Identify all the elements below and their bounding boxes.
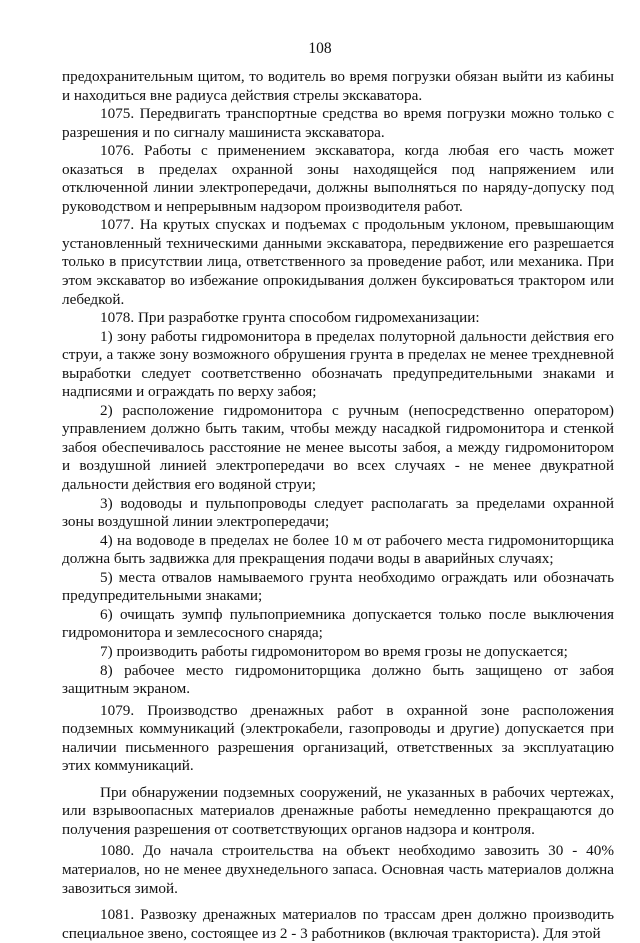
paragraph-1079: 1079. Производство дренажных работ в охранной зоне расположения подземных коммуникаций (электрокабели, газопроводы и другие) допускается при наличии письменного разрешения организаций, ответственных за эксплуатацию этих коммуникаций. <box>62 701 614 775</box>
list-item-2: 2) расположение гидромонитора с ручным (непосредственно оператором) управлением должно быть таким, чтобы между насадкой гидромонитора и стенкой забоя обеспечивалось расстояние не менее высоты забоя, а между гидромонитором и воздушной линией электропередачи во всех случаях - не менее двукратной дальности действия его водяной струи; <box>62 401 614 494</box>
paragraph-1075: 1075. Передвигать транспортные средства во время погрузки можно только с разрешения и по сигналу машиниста экскаватора. <box>62 105 614 141</box>
paragraph-underground-structures: При обнаружении подземных сооружений, не указанных в рабочих чертежах, или взрывоопасных материалов дренажные работы немедленно прекращаются до получения разрешения от соответствующих органов надзора и контроля. <box>62 783 614 838</box>
page-number: 108 <box>308 40 332 57</box>
paragraph-1076: 1076. Работы с применением экскаватора, когда любая его часть может оказаться в пределах охранной зоны находящейся под напряжением или отключенной линии электропередачи, должны выполняться по наряду-допуску под руководством и непрерывным надзором производителя работ. <box>62 142 614 215</box>
paragraph-continuation: предохранительным щитом, то водитель во время погрузки обязан выйти из кабины и находиться вне радиуса действия стрелы экскаватора. <box>62 68 614 104</box>
list-item-3: 3) водоводы и пульпопроводы следует располагать за пределами охранной зоны воздушной линии электропередачи; <box>62 494 614 531</box>
paragraph-1077: 1077. На крутых спусках и подъемах с продольным уклоном, превышающим установленный техническими данными экскаватора, передвижение его разрешается только в присутствии лица, ответственного за проведение работ, или механика. При этом экскаватор во избежание опрокидывания должен буксироваться трактором или лебедкой. <box>62 216 614 308</box>
list-item-4: 4) на водоводе в пределах не более 10 м от рабочего места гидромониторщика должна быть задвижка для прекращения подачи воды в аварийных случаях; <box>62 531 614 568</box>
paragraph-1081: 1081. Развозку дренажных материалов по трассам дрен должно производить специальное звено, состоящее из 2 - 3 работников (включая тракториста). Для этой <box>62 906 614 942</box>
list-item-5: 5) места отвалов намываемого грунта необходимо ограждать или обозначать предупредительными знаками; <box>62 568 614 605</box>
list-item-6: 6) очищать зумпф пульпоприемника допускается только после выключения гидромонитора и землесосного снаряда; <box>62 605 614 642</box>
document-body <box>62 68 614 943</box>
list-item-1: 1) зону работы гидромонитора в пределах полуторной дальности действия его струи, а также зону возможного обрушения грунта в пределах не менее трехдневной выработки следует соответственно обозначать предупредительными знаками и надписями и ограждать по верху забоя; <box>62 327 614 401</box>
list-item-8: 8) рабочее место гидромониторщика должно быть защищено от забоя защитным экраном. <box>62 661 614 698</box>
list-item-7: 7) производить работы гидромонитором во время грозы не допускается; <box>100 642 568 660</box>
paragraph-1078: 1078. При разработке грунта способом гидромеханизации: <box>100 309 480 327</box>
paragraph-1080: 1080. До начала строительства на объект необходимо завозить 30 - 40% материалов, но не менее двухнедельного запаса. Основная часть материалов должна завозиться зимой. <box>62 842 614 897</box>
